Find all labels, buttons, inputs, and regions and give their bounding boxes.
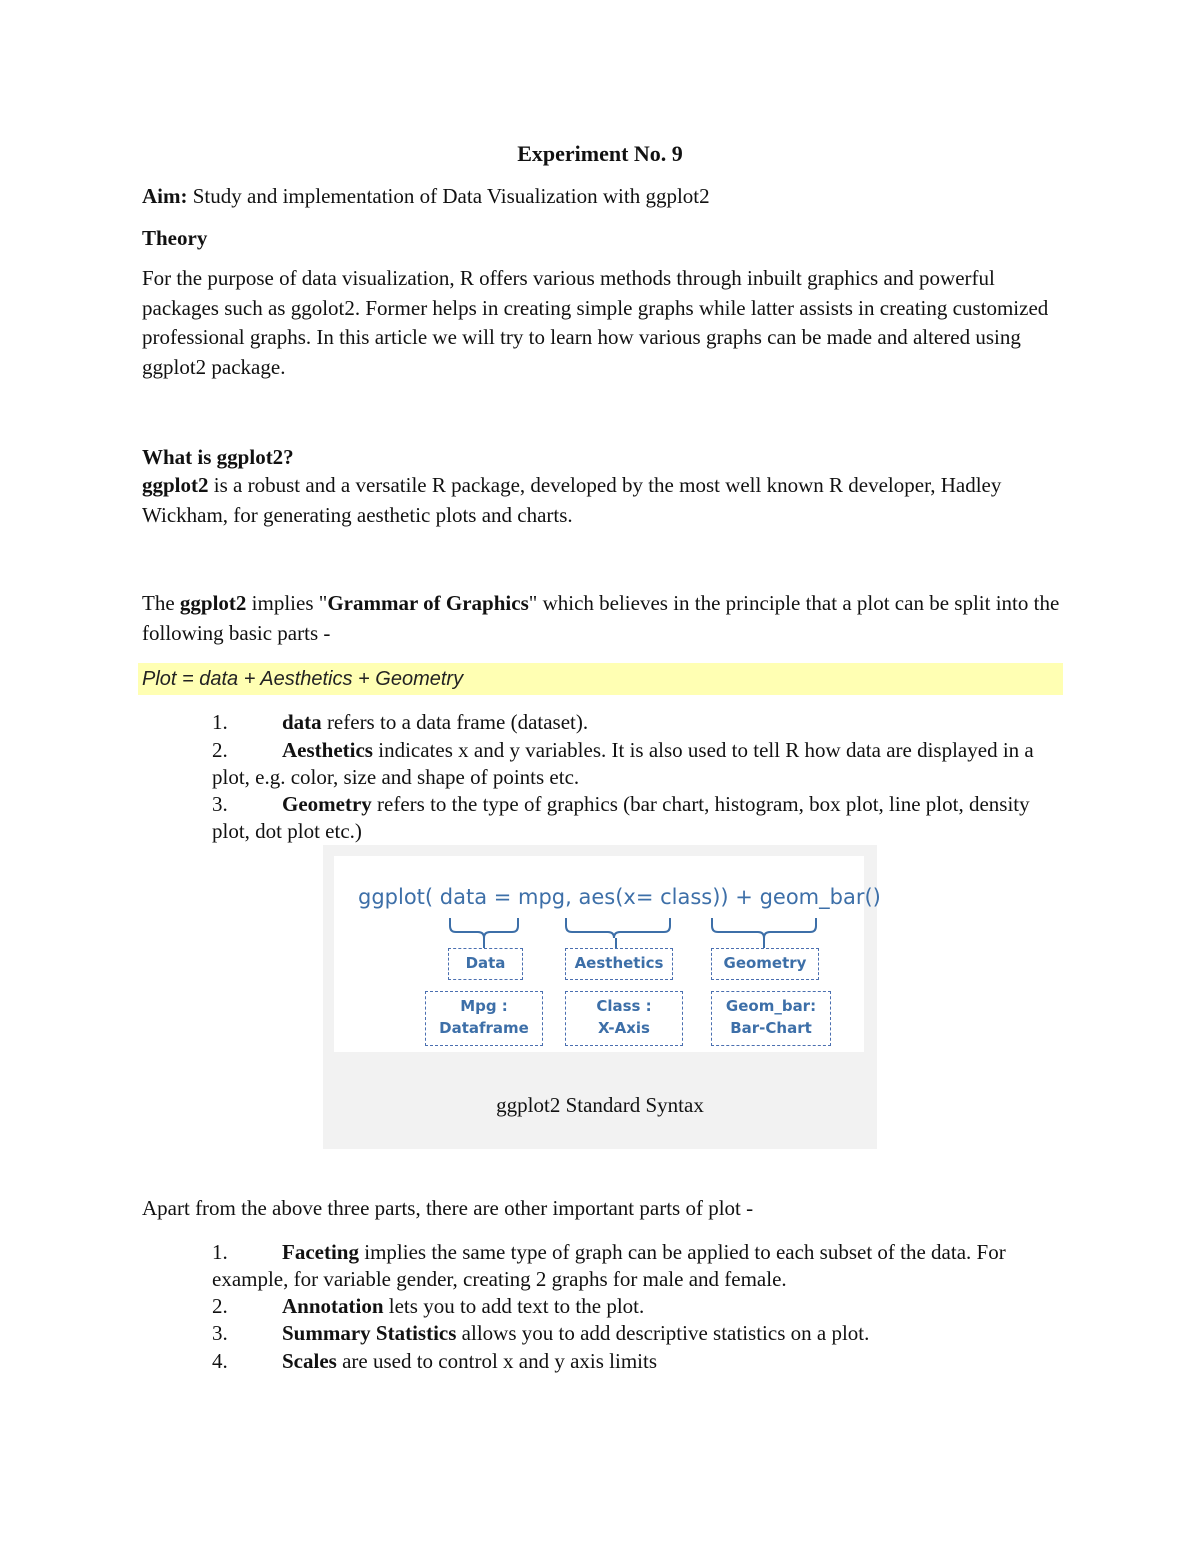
syntax-diagram (334, 856, 881, 1052)
what-paragraph (142, 471, 1067, 530)
grammar-bold-grammar: Grammar of Graphics (327, 591, 529, 615)
list-item (212, 1320, 1072, 1347)
list-text: implies the same type of graph can be applied to each subset of the data. For example, for variable gender, creating 2 graphs for male and female. (212, 1240, 1006, 1291)
label-box-geometry: Geometry (711, 948, 819, 980)
label-box-data: Data (448, 948, 523, 980)
list-item (212, 709, 1072, 736)
list-term: Faceting (282, 1240, 359, 1264)
list-text: refers to the type of graphics (bar chart, histogram, box plot, line plot, density plot, dot plot etc.) (212, 792, 1030, 843)
list-term: Summary Statistics (282, 1321, 457, 1345)
list-number: 1. (212, 1240, 228, 1264)
detail-box-mpg (425, 991, 543, 1046)
list-text: lets you to add text to the plot. (383, 1294, 645, 1318)
list-term: Geometry (282, 792, 372, 816)
grammar-mid: implies " (246, 591, 328, 615)
list-number: 4. (212, 1349, 228, 1373)
list-term: Annotation (282, 1294, 384, 1318)
list-term: data (282, 710, 322, 734)
detail-box-class (565, 991, 683, 1046)
theory-heading-text: Theory (142, 226, 208, 250)
formula-highlight: Plot = data + Aesthetics + Geometry (138, 663, 1063, 695)
detail-line: Geom_bar: (725, 997, 817, 1015)
list-number: 2. (212, 1294, 228, 1318)
aim-label: Aim: (142, 184, 188, 208)
brace-data (450, 918, 518, 938)
what-bold: ggplot2 (142, 473, 209, 497)
list-text: are used to control x and y axis limits (336, 1349, 658, 1373)
page-title: Experiment No. 9 (517, 141, 683, 166)
grammar-pre: The (142, 591, 180, 615)
what-heading-text: What is ggplot2? (142, 445, 294, 469)
what-heading (142, 442, 294, 472)
theory-heading (142, 223, 207, 253)
list-item (212, 1293, 1072, 1320)
detail-line: Mpg : (460, 997, 508, 1015)
list-number: 1. (212, 710, 228, 734)
brace-geometry (712, 918, 816, 938)
other-intro: Apart from the above three parts, there are other important parts of plot - (142, 1196, 754, 1220)
list-text: refers to a data frame (dataset). (321, 710, 589, 734)
syntax-code: ggplot( data = mpg, aes(x= class)) + geom_bar() (358, 885, 881, 909)
list-number: 2. (212, 738, 228, 762)
list-item (212, 791, 1072, 845)
aim-text: Study and implementation of Data Visualization with ggplot2 (187, 184, 710, 208)
syntax-figure (323, 845, 881, 1149)
detail-line: Dataframe (439, 1019, 529, 1037)
theory-paragraph: For the purpose of data visualization, R offers various methods through inbuilt graphics and powerful packages such as ggolot2. Former helps in creating simple graphs while latter assists in creating customized professional graphs. In this article we will try to learn how various graphs can be made and altered using ggplot2 package. (142, 266, 1049, 379)
grammar-paragraph (142, 589, 1067, 648)
grammar-bold-ggplot2: ggplot2 (179, 591, 247, 615)
list-item (212, 1239, 1072, 1293)
figure-caption: ggplot2 Standard Syntax (496, 1093, 704, 1117)
list-item (212, 1348, 1072, 1375)
list-item (212, 737, 1072, 791)
label-box-aesthetics: Aesthetics (565, 948, 673, 980)
what-text: is a robust and a versatile R package, developed by the most well known R developer, Hadley Wickham, for generating aesthetic plots and charts. (142, 473, 1002, 527)
brace-aesthetics (566, 918, 670, 938)
detail-line: Bar-Chart (730, 1019, 812, 1037)
list-term: Scales (282, 1349, 337, 1373)
list-term: Aesthetics (282, 738, 373, 762)
detail-line: X-Axis (598, 1019, 650, 1037)
aim-line (142, 181, 710, 211)
list-text: indicates x and y variables. It is also used to tell R how data are displayed in a plot, e.g. color, size and shape of points etc. (212, 738, 1034, 789)
list-number: 3. (212, 1321, 228, 1345)
list-number: 3. (212, 792, 228, 816)
detail-line: Class : (596, 997, 652, 1015)
list-text: allows you to add descriptive statistics on a plot. (456, 1321, 870, 1345)
detail-box-geom (711, 991, 831, 1046)
grammar-post: " which believes in the principle that a plot can be split into the following basic parts - (142, 591, 1060, 645)
